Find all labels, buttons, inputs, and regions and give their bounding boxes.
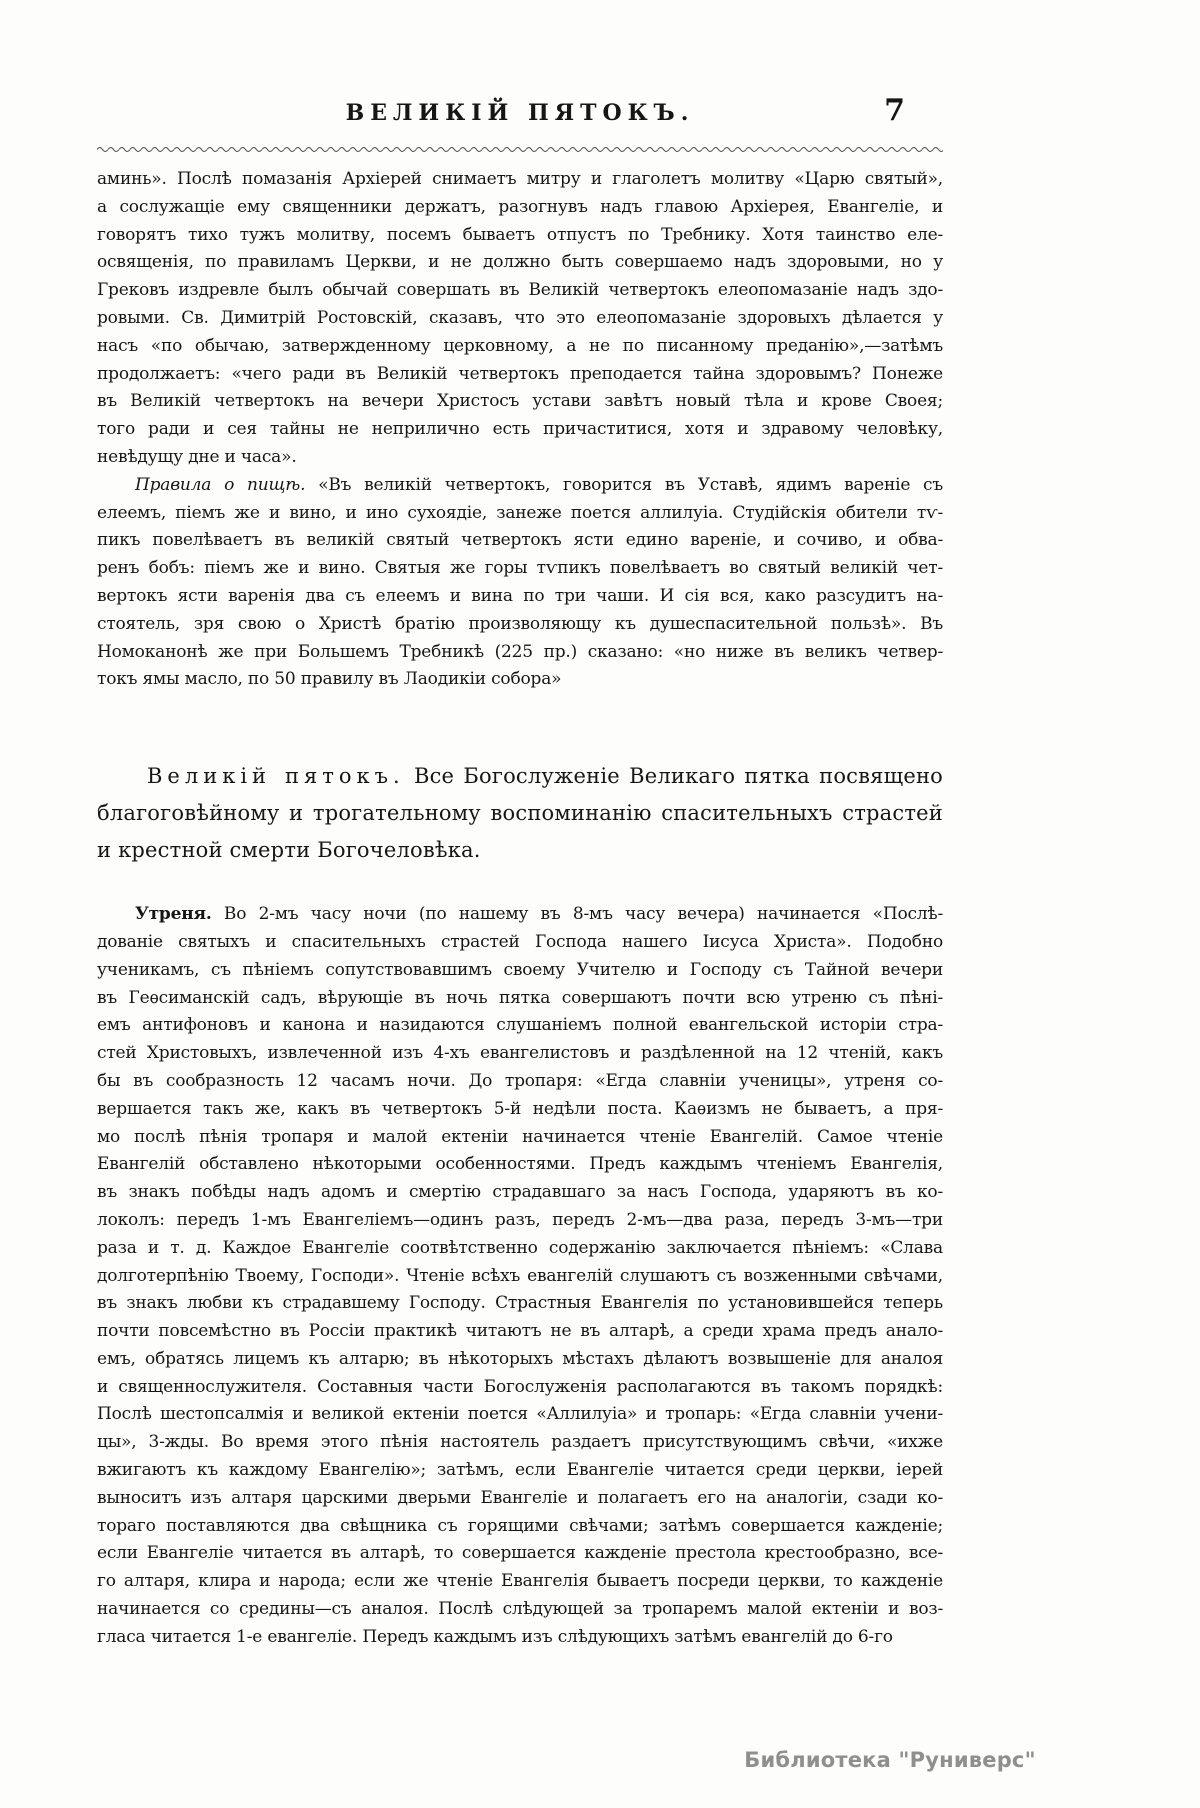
text-line: Евангелій обставлено нѣкоторыми особенностями. Предъ каждымъ чтеніемъ Евангелія, <box>97 1154 943 1175</box>
paragraph-utrenya <box>97 901 943 1652</box>
paragraph-rules-of-food <box>97 472 943 694</box>
text-line: долготерпѣнію Твоему, Господи». Чтеніе всѣхъ евангелій слушаютъ съ возженными свѣчами, <box>97 1265 943 1286</box>
text-line: если Евангеліе читается въ алтарѣ, то совершается кажденіе престола крестообразно, все- <box>97 1543 943 1564</box>
text-line: цы», 3-жды. Во время этого пѣнія настоятель раздаетъ присутствующимъ свѣчи, «ихже <box>97 1432 943 1453</box>
line-text: «Въ великій четвертокъ, говорится въ Уставѣ, ядимъ вареніе съ <box>305 474 943 495</box>
text-line: говорятъ тихо тужъ молитву, посемъ бываетъ отпустъ по Требнику. Хотя таинство еле- <box>97 224 943 245</box>
text-line: вершается такъ же, какъ въ четвертокъ 5-й недѣли поста. Каѳизмъ не бываетъ, а пря- <box>97 1098 943 1119</box>
text-line: ученикамъ, съ пѣніемъ сопутствовавшимъ своему Учителю и Господу съ Тайной вечери <box>97 959 943 980</box>
line-text: Все Богослуженіе Великаго пятка посвящено <box>404 764 943 789</box>
text-line: въ знакъ любви къ страдавшему Господу. Страстныя Евангелія по установившейся теперь <box>97 1293 943 1314</box>
text-line: Послѣ шестопсалмія и великой ектеніи поется «Аллилуіа» и тропарь: «Егда славніи учени- <box>97 1404 943 1425</box>
text-line: тораго поставляются два свѣщника съ горящими свѣчами; затѣмъ совершается кажденіе; <box>97 1515 943 1536</box>
text-line: освященія, по правиламъ Церкви, и не должно быть совершаемо надъ здоровыми, но у <box>97 252 943 273</box>
wavy-line-icon <box>97 144 943 153</box>
running-title: ВЕЛИКІЙ ПЯТОКЪ. <box>345 100 695 126</box>
text-line: вжигаютъ къ каждому Евангелію»; затѣмъ, если Евангеліе читается среди церкви, іерей <box>97 1460 943 1481</box>
text-line: и крестной смерти Богочеловѣка. <box>97 838 481 863</box>
text-line: въ знакъ побѣды надъ адомъ и смертію страдавшаго за насъ Господа, ударяютъ въ ко- <box>97 1182 943 1203</box>
text-line: го алтаря, клира и народа; если же чтеніе Евангелія бываетъ посреди церкви, то кажденіе <box>97 1571 943 1592</box>
text-line: въ Великій четвертокъ на вечери Христосъ устави завѣтъ новый тѣла и крове Своея; <box>97 391 943 412</box>
text-line: невѣдущу дне и часа». <box>97 446 297 467</box>
text-line <box>97 472 943 500</box>
text-column <box>97 0 943 1808</box>
wavy-divider-rule <box>97 138 943 157</box>
text-line: насъ «по обычаю, затвержденному церковному, а не по писанному преданію»,—затѣмъ <box>97 335 943 356</box>
paragraph-lead: Великій пятокъ. <box>147 764 405 789</box>
text-line: ренъ бобъ: піемъ же и вино. Святыя же горы тѵпикъ повелѣваетъ во святый великій чет- <box>97 558 943 579</box>
text-line: стоятель, зря свою о Христѣ братію произволяющу къ душеспасительной пользѣ». Въ <box>97 613 943 634</box>
text-line: а сослужащіе ему священники держатъ, разогнувъ надъ главою Архіерея, Евангеліе, и <box>97 196 943 217</box>
paragraph-section-heading <box>97 758 943 869</box>
line-text: Во 2-мъ часу ночи (по нашему въ 8-мъ часу вечера) начинается «Послѣ- <box>211 904 943 925</box>
text-line: локолъ: передъ 1-мъ Евангеліемъ—одинъ разъ, передъ 2-мъ—два раза, передъ 3-мъ—три <box>97 1209 943 1230</box>
text-line: выноситъ изъ алтаря царскими дверьми Евангеліе и полагаетъ его на аналогіи, сзади ко- <box>97 1487 943 1508</box>
text-line: емъ, обратясь лицемъ къ алтарю; въ нѣкоторыхъ мѣстахъ дѣлаютъ возвышеніе для аналоя <box>97 1348 943 1369</box>
text-line: елеемъ, піемъ же и вино, и ино сухоядіе, занеже поется аллилуіа. Студійскія обители тѵ- <box>97 502 943 523</box>
text-line <box>97 758 943 795</box>
text-line: Номоканонѣ же при Большемъ Требникѣ (225 пр.) сказано: «но ниже въ великъ четвер- <box>97 641 943 662</box>
text-line: токъ ямы масло, по 50 правилу въ Лаодикіи собора» <box>97 669 562 690</box>
page-number: 7 <box>884 93 905 128</box>
paragraph-continuation <box>97 166 943 472</box>
text-line: Грековъ издревле былъ обычай совершать въ Великій четвертокъ елеопомазаніе надъ здо- <box>97 280 943 301</box>
text-line: стей Христовыхъ, извлеченной изъ 4-хъ евангелистовъ и раздѣленной на 12 чтеній, какъ <box>97 1043 943 1064</box>
text-line: начинается со средины—съ аналоя. Послѣ слѣдующей за тропаремъ малой ектеніи и воз- <box>97 1599 943 1620</box>
text-line <box>97 901 943 929</box>
text-line: и священнослужителя. Составныя части Богослуженія располагаются въ такомъ порядкѣ: <box>97 1376 943 1397</box>
text-line: раза и т. д. Каждое Евангеліе соотвѣтственно содержанію заключается пѣніемъ: «Слава <box>97 1237 943 1258</box>
text-line: почти повсемѣстно въ Россіи практикѣ читаютъ не въ алтарѣ, а среди храма предъ анало- <box>97 1321 943 1342</box>
text-line: бы въ сообразность 12 часамъ ночи. До тропаря: «Егда славніи ученицы», утреня со- <box>97 1070 943 1091</box>
paragraph-lead: Правила о пищѣ. <box>135 474 306 495</box>
text-line: вертокъ ясти варенія два съ елеемъ и вина по три чаши. И сія вся, како разсудитъ на- <box>97 585 943 606</box>
paragraph-lead: Утреня. <box>135 904 212 925</box>
text-line: продолжаетъ: «чего ради въ Великій четвертокъ преподается тайна здоровымъ? Понеже <box>97 363 943 384</box>
text-line: дованіе святыхъ и спасительныхъ страстей Господа нашего Іисуса Христа». Подобно <box>97 931 943 952</box>
text-line: того ради и сея тайны не неприлично есть причаститися, хотя и здравому человѣку, <box>97 419 943 440</box>
text-line: аминь». Послѣ помазанія Архіерей снимаетъ митру и глаголетъ молитву «Царю святый», <box>97 169 943 189</box>
text-line: въ Геѳсиманскій садъ, вѣрующіе въ ночь пятка совершаютъ почти всю утреню съ пѣні- <box>97 987 943 1008</box>
text-line: гласа читается 1-е евангеліе. Передъ каждымъ изъ слѣдующихъ затѣмъ евангелій до 6-го <box>97 1626 893 1647</box>
page-body <box>97 166 943 1652</box>
text-line: мо послѣ пѣнія тропаря и малой ектеніи начинается чтеніе Евангелій. Самое чтеніе <box>97 1126 943 1147</box>
library-watermark: Библиотека "Руниверс" <box>744 1748 1036 1772</box>
text-line: благоговѣйному и трогательному воспоминанію спасительныхъ страстей <box>97 801 943 826</box>
text-line: емъ антифоновъ и канона и назидаются слушаніемъ полной евангельской исторіи стра- <box>97 1015 943 1036</box>
text-line: ровыми. Св. Димитрій Ростовскій, сказавъ, что это елеопомазаніе здоровыхъ дѣлается у <box>97 307 943 328</box>
text-line: пикъ повелѣваетъ въ великій святый четвертокъ ясти едино вареніе, и сочиво, и обва- <box>97 530 943 551</box>
